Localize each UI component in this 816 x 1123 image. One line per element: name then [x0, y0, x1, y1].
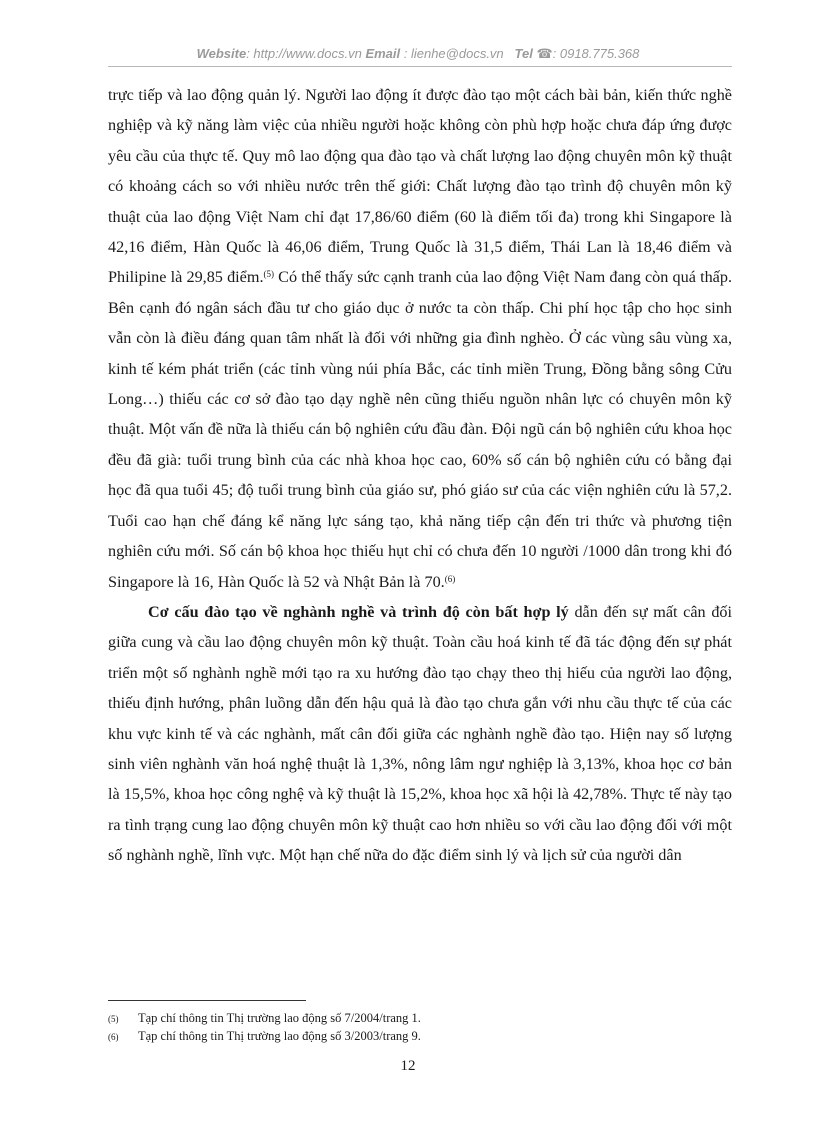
paragraph-2-text: dẫn đến sự mất cân đối giữa cung và cầu lao động chuyên môn kỹ thuật. Toàn cầu hoá kinh tế đã tác động đến sự phát triển một số nghành nghề mới tạo ra xu hướng đào tạo chạy theo thị hiếu của người lao động, thiếu định hướng, phân luồng dẫn đến hậu quả là đào tạo chưa gắn với nhu cầu thực tế của các khu vực kinh tế và các nghành, mất cân đối giữa các nghành nghề đào tạo. Hiện nay số lượng sinh viên nghành văn hoá nghệ thuật là 1,3%, nông lâm ngư nghiệp là 3,13%, khoa học cơ bản là 15,5%, khoa học công nghệ và kỹ thuật là 15,2%, khoa học xã hội là 42,78%. Thực tế này tạo ra tình trạng cung lao động chuyên môn kỹ thuật cao hơn nhiều so với cầu lao động đối với một số nghành nghề, lĩnh vực. Một hạn chế nữa do đặc điểm sinh lý và lịch sử của người dân — [108, 602, 732, 865]
paragraph-2-emphasis: Cơ cấu đào tạo về nghành nghề và trình độ còn bất hợp lý — [148, 602, 569, 621]
page-number: 12 — [400, 1058, 416, 1074]
footnote-mark: (5) — [108, 1014, 119, 1024]
page-header — [108, 46, 728, 62]
header-divider — [108, 66, 732, 67]
footnote-divider — [108, 1000, 306, 1001]
footnote-item — [108, 1010, 732, 1028]
footnote-text: Tạp chí thông tin Thị trường lao động số 3/2003/trang 9. — [138, 1029, 421, 1043]
footnote-ref-6: (6) — [444, 573, 456, 584]
footnote-item — [108, 1028, 732, 1046]
tel-label: Tel — [514, 46, 533, 61]
email-value: : lienhe@docs.vn — [400, 46, 504, 61]
email-label: Email — [365, 46, 401, 61]
paragraph-1 — [108, 80, 732, 597]
paragraph-1-text-a: trực tiếp và lao động quản lý. Người lao động ít được đào tạo một cách bài bản, kiến thức nghề nghiệp và kỹ năng làm việc của nhiều người hoặc không còn phù hợp hoặc chưa đáp ứng được yêu cầu của thực tế. Quy mô lao động qua đào tạo và chất lượng lao động chuyên môn kỹ thuật có khoảng cách so với nhiều nước trên thế giới: Chất lượng đào tạo trình độ chuyên môn kỹ thuật của lao động Việt Nam chỉ đạt 17,86/60 điểm (60 là điểm tối đa) trong khi Singapore là 42,16 điểm, Hàn Quốc là 46,06 điểm, Trung Quốc là 31,5 điểm, Thái Lan là 18,46 điểm và Philipine là 29,85 điểm. — [108, 86, 732, 287]
footnote-mark: (6) — [108, 1032, 119, 1042]
phone-icon: ☎ — [536, 46, 553, 61]
tel-value: : 0918.775.368 — [552, 46, 640, 61]
footnote-ref-5: (5) — [263, 269, 274, 280]
paragraph-1-text-b: Có thể thấy sức cạnh tranh của lao động Việt Nam đang còn quá thấp. Bên cạnh đó ngân sách đầu tư cho giáo dục ở nước ta còn thấp. Chi phí học tập cho học sinh vẫn còn là điều đáng quan tâm nhất là đối với những gia đình nghèo. Ở các vùng sâu vùng xa, kinh tế kém phát triển (các tỉnh vùng núi phía Bắc, các tỉnh miền Trung, Đồng bằng sông Cửu Long…) thiếu các cơ sở đào tạo dạy nghề nên cũng thiếu nguồn nhân lực có chuyên môn kỹ thuật. Một vấn đề nữa là thiếu cán bộ nghiên cứu đầu đàn. Đội ngũ cán bộ nghiên cứu khoa học đều đã già: tuổi trung bình của các nhà khoa học cao, 60% số cán bộ nghiên cứu có bằng đại học đã qua tuổi 45; độ tuổi trung bình của giáo sư, phó giáo sư của các viện nghiên cứu là 57,2. Tuổi cao hạn chế đáng kể năng lực sáng tạo, khả năng tiếp cận đến tri thức và phương tiện nghiên cứu mới. Số cán bộ khoa học thiếu hụt chỉ có chưa đến 10 người /1000 dân trong khi đó Singapore là 16, Hàn Quốc là 52 và Nhật Bản là 70. — [108, 268, 732, 591]
document-body — [108, 80, 732, 871]
footnote-text: Tạp chí thông tin Thị trường lao động số 7/2004/trang 1. — [138, 1011, 421, 1025]
website-value: : http://www.docs.vn — [246, 46, 362, 61]
footnotes — [108, 1010, 732, 1046]
website-label: Website — [196, 46, 247, 61]
paragraph-2 — [108, 597, 732, 871]
